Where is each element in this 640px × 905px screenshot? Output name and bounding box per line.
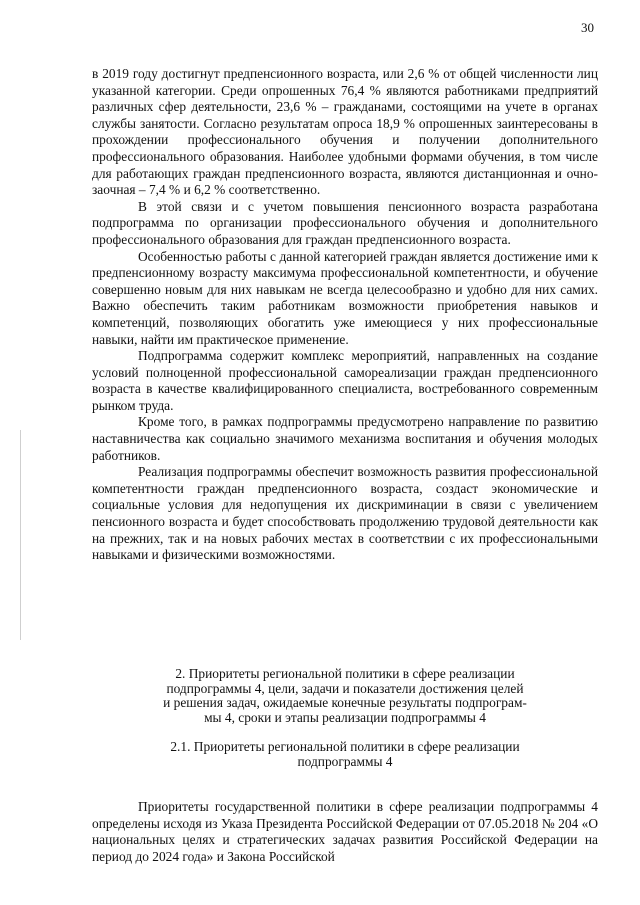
paragraph-subprogram-development: В этой связи и с учетом повышения пенсионного возраста разработана подпрограмма по организации профессионального обучения и дополнительного профессионального образования для граждан предпенсионного возраста. <box>92 198 598 247</box>
section-heading-line: мы 4, сроки и этапы реализации подпрограммы 4 <box>204 709 486 725</box>
paragraph-subprogram-measures: Подпрограмма содержит комплекс мероприятий, направленных на создание условий полноценной профессиональной самореализации граждан предпенсионного возраста в качестве квалифицированного специалиста, востребованного современным рынком труда. <box>92 348 598 413</box>
paragraph-implementation: Реализация подпрограммы обеспечит возможность развития профессиональной компетентности граждан предпенсионного возраста, создаст экономические и социальные условия для недопущения их дискриминации в связи с увеличением пенсионного возраста и будет способствовать продолжению трудовой деятельности как на прежних, так и на новых рабочих местах в соответствии с их профессиональными навыками и физическими возможностями. <box>92 464 598 563</box>
margin-scan-line <box>20 430 21 640</box>
section-heading-line: и решения задач, ожидаемые конечные результаты подпрограм- <box>163 695 527 711</box>
section-heading-line: 2. Приоритеты региональной политики в сфере реализации <box>175 666 515 681</box>
page-number: 30 <box>581 20 594 35</box>
paragraph-priorities: Приоритеты государственной политики в сфере реализации подпрограммы 4 определены исходя из Указа Президента Российской Федерации от 07.05.2018 № 204 «О национальных целях и стратегических задачах развития Российской Федерации на период до 2024 года» и Закона Российской <box>92 799 598 864</box>
body-text <box>92 66 598 564</box>
subsection-heading-line: подпрограммы 4 <box>297 753 393 769</box>
subsection-heading <box>100 740 590 769</box>
paragraph-work-features: Особенностью работы с данной категорией граждан является достижение ими к предпенсионному возрасту максимума профессиональной компетентности, и обучение совершенно новым для них навыкам не всегда целесообразно и удобно для них самих. Важно обеспечить таким работникам возможности приобретения навыков и компетенций, позволяющих обогатить уже имеющиеся у них профессиональные навыки, найти им практическое применение. <box>92 248 598 347</box>
final-text <box>92 799 598 865</box>
paragraph-survey-results: в 2019 году достигнут предпенсионного возраста, или 2,6 % от общей численности лиц указанной категории. Среди опрошенных 76,4 % являются работниками предприятий различных сфер деятельности, 23,6 % – гражданами, состоящими на учете в органах службы занятости. Согласно результатам опроса 18,9 % опрошенных заинтересованы в прохождении профессионального обучения и получении дополнительного профессионального образования. Наиболее удобными формами обучения, в том числе для работающих граждан предпенсионного возраста, являются дистанционная и очно-заочная – 7,4 % и 6,2 % соответственно. <box>92 66 598 198</box>
section-heading-line: подпрограммы 4, цели, задачи и показатели достижения целей <box>166 680 524 696</box>
subsection-heading-line: 2.1. Приоритеты региональной политики в сфере реализации <box>170 739 520 754</box>
section-heading <box>100 667 590 725</box>
paragraph-mentorship: Кроме того, в рамках подпрограммы предусмотрено направление по развитию наставничества как социально значимого механизма воспитания и обучения молодых работников. <box>92 414 598 463</box>
